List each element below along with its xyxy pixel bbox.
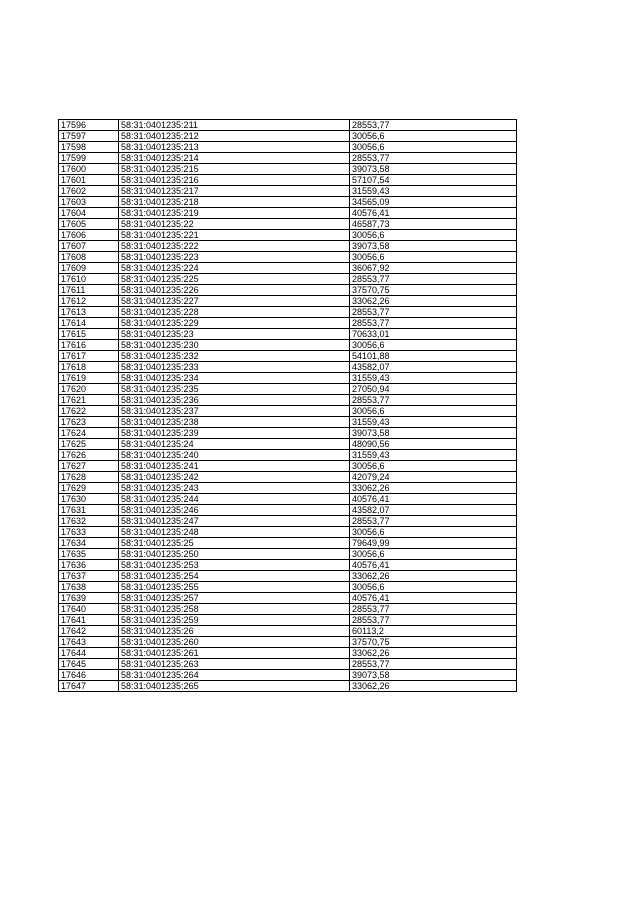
cadastral-number-cell: 58:31:0401235:227 — [119, 296, 350, 307]
table-row — [59, 384, 517, 395]
value-cell: 36067,92 — [350, 263, 517, 274]
value-cell: 31559,43 — [350, 186, 517, 197]
table-row — [59, 296, 517, 307]
row-number-cell: 17632 — [59, 516, 119, 527]
row-number-cell: 17622 — [59, 406, 119, 417]
table-row — [59, 648, 517, 659]
value-cell: 46587,73 — [350, 219, 517, 230]
cadastral-number-cell: 58:31:0401235:264 — [119, 670, 350, 681]
row-number-cell: 17641 — [59, 615, 119, 626]
row-number-cell: 17637 — [59, 571, 119, 582]
cadastral-number-cell: 58:31:0401235:226 — [119, 285, 350, 296]
row-number-cell: 17638 — [59, 582, 119, 593]
table-row — [59, 626, 517, 637]
row-number-cell: 17598 — [59, 142, 119, 153]
table-row — [59, 670, 517, 681]
value-cell: 33062,26 — [350, 296, 517, 307]
table-row — [59, 483, 517, 494]
table-row — [59, 208, 517, 219]
table-row — [59, 340, 517, 351]
row-number-cell: 17646 — [59, 670, 119, 681]
row-number-cell: 17640 — [59, 604, 119, 615]
value-cell: 33062,26 — [350, 681, 517, 692]
cadastral-number-cell: 58:31:0401235:236 — [119, 395, 350, 406]
value-cell: 28553,77 — [350, 120, 517, 131]
row-number-cell: 17601 — [59, 175, 119, 186]
row-number-cell: 17597 — [59, 131, 119, 142]
cadastral-number-cell: 58:31:0401235:219 — [119, 208, 350, 219]
table-row — [59, 252, 517, 263]
value-cell: 43582,07 — [350, 505, 517, 516]
cadastral-number-cell: 58:31:0401235:265 — [119, 681, 350, 692]
value-cell: 28553,77 — [350, 659, 517, 670]
value-cell: 30056,6 — [350, 527, 517, 538]
table-row — [59, 373, 517, 384]
table-row — [59, 120, 517, 131]
row-number-cell: 17619 — [59, 373, 119, 384]
table-row — [59, 505, 517, 516]
value-cell: 30056,6 — [350, 142, 517, 153]
row-number-cell: 17645 — [59, 659, 119, 670]
cadastral-number-cell: 58:31:0401235:225 — [119, 274, 350, 285]
table-row — [59, 153, 517, 164]
table-row — [59, 197, 517, 208]
table-row — [59, 450, 517, 461]
table-row — [59, 274, 517, 285]
value-cell: 28553,77 — [350, 153, 517, 164]
value-cell: 60113,2 — [350, 626, 517, 637]
cadastral-number-cell: 58:31:0401235:242 — [119, 472, 350, 483]
table-row — [59, 307, 517, 318]
row-number-cell: 17599 — [59, 153, 119, 164]
table-row — [59, 285, 517, 296]
cadastral-number-cell: 58:31:0401235:228 — [119, 307, 350, 318]
table-row — [59, 186, 517, 197]
cadastral-number-cell: 58:31:0401235:240 — [119, 450, 350, 461]
value-cell: 40576,41 — [350, 560, 517, 571]
row-number-cell: 17642 — [59, 626, 119, 637]
cadastral-number-cell: 58:31:0401235:254 — [119, 571, 350, 582]
value-cell: 30056,6 — [350, 340, 517, 351]
row-number-cell: 17643 — [59, 637, 119, 648]
value-cell: 28553,77 — [350, 395, 517, 406]
cadastral-number-cell: 58:31:0401235:244 — [119, 494, 350, 505]
cadastral-number-cell: 58:31:0401235:263 — [119, 659, 350, 670]
table-row — [59, 549, 517, 560]
row-number-cell: 17631 — [59, 505, 119, 516]
row-number-cell: 17624 — [59, 428, 119, 439]
table-row — [59, 659, 517, 670]
cadastral-number-cell: 58:31:0401235:248 — [119, 527, 350, 538]
cadastral-number-cell: 58:31:0401235:215 — [119, 164, 350, 175]
table-row — [59, 329, 517, 340]
table-row — [59, 604, 517, 615]
cadastral-number-cell: 58:31:0401235:221 — [119, 230, 350, 241]
row-number-cell: 17596 — [59, 120, 119, 131]
row-number-cell: 17611 — [59, 285, 119, 296]
cadastral-number-cell: 58:31:0401235:253 — [119, 560, 350, 571]
table-row — [59, 428, 517, 439]
row-number-cell: 17635 — [59, 549, 119, 560]
table-row — [59, 318, 517, 329]
cadastral-number-cell: 58:31:0401235:257 — [119, 593, 350, 604]
table-row — [59, 527, 517, 538]
value-cell: 28553,77 — [350, 307, 517, 318]
cadastral-number-cell: 58:31:0401235:259 — [119, 615, 350, 626]
value-cell: 54101,88 — [350, 351, 517, 362]
cadastral-number-cell: 58:31:0401235:216 — [119, 175, 350, 186]
table-row — [59, 362, 517, 373]
cadastral-number-cell: 58:31:0401235:250 — [119, 549, 350, 560]
value-cell: 40576,41 — [350, 208, 517, 219]
value-cell: 33062,26 — [350, 571, 517, 582]
row-number-cell: 17627 — [59, 461, 119, 472]
cadastral-number-cell: 58:31:0401235:218 — [119, 197, 350, 208]
row-number-cell: 17644 — [59, 648, 119, 659]
cadastral-number-cell: 58:31:0401235:22 — [119, 219, 350, 230]
value-cell: 39073,58 — [350, 241, 517, 252]
value-cell: 31559,43 — [350, 373, 517, 384]
row-number-cell: 17625 — [59, 439, 119, 450]
cadastral-number-cell: 58:31:0401235:222 — [119, 241, 350, 252]
row-number-cell: 17633 — [59, 527, 119, 538]
table-body — [59, 120, 517, 692]
cadastral-number-cell: 58:31:0401235:211 — [119, 120, 350, 131]
row-number-cell: 17621 — [59, 395, 119, 406]
cadastral-number-cell: 58:31:0401235:223 — [119, 252, 350, 263]
value-cell: 30056,6 — [350, 582, 517, 593]
cadastral-number-cell: 58:31:0401235:23 — [119, 329, 350, 340]
row-number-cell: 17626 — [59, 450, 119, 461]
table-row — [59, 142, 517, 153]
cadastral-number-cell: 58:31:0401235:229 — [119, 318, 350, 329]
value-cell: 30056,6 — [350, 230, 517, 241]
row-number-cell: 17613 — [59, 307, 119, 318]
cadastral-number-cell: 58:31:0401235:258 — [119, 604, 350, 615]
cadastral-number-cell: 58:31:0401235:261 — [119, 648, 350, 659]
row-number-cell: 17618 — [59, 362, 119, 373]
value-cell: 39073,58 — [350, 670, 517, 681]
table-row — [59, 395, 517, 406]
row-number-cell: 17612 — [59, 296, 119, 307]
cadastral-number-cell: 58:31:0401235:234 — [119, 373, 350, 384]
row-number-cell: 17609 — [59, 263, 119, 274]
table-row — [59, 406, 517, 417]
row-number-cell: 17606 — [59, 230, 119, 241]
value-cell: 39073,58 — [350, 164, 517, 175]
value-cell: 37570,75 — [350, 637, 517, 648]
cadastral-number-cell: 58:31:0401235:232 — [119, 351, 350, 362]
row-number-cell: 17605 — [59, 219, 119, 230]
table-row — [59, 494, 517, 505]
cadastral-number-cell: 58:31:0401235:247 — [119, 516, 350, 527]
value-cell: 30056,6 — [350, 131, 517, 142]
row-number-cell: 17607 — [59, 241, 119, 252]
cadastral-number-cell: 58:31:0401235:237 — [119, 406, 350, 417]
value-cell: 39073,58 — [350, 428, 517, 439]
table-row — [59, 516, 517, 527]
value-cell: 30056,6 — [350, 406, 517, 417]
cadastral-number-cell: 58:31:0401235:239 — [119, 428, 350, 439]
value-cell: 28553,77 — [350, 274, 517, 285]
row-number-cell: 17629 — [59, 483, 119, 494]
value-cell: 40576,41 — [350, 593, 517, 604]
row-number-cell: 17602 — [59, 186, 119, 197]
row-number-cell: 17608 — [59, 252, 119, 263]
cadastral-number-cell: 58:31:0401235:230 — [119, 340, 350, 351]
table-row — [59, 241, 517, 252]
row-number-cell: 17634 — [59, 538, 119, 549]
value-cell: 33062,26 — [350, 648, 517, 659]
table-row — [59, 417, 517, 428]
table-row — [59, 439, 517, 450]
cadastral-number-cell: 58:31:0401235:246 — [119, 505, 350, 516]
row-number-cell: 17610 — [59, 274, 119, 285]
cadastral-number-cell: 58:31:0401235:235 — [119, 384, 350, 395]
cadastral-number-cell: 58:31:0401235:243 — [119, 483, 350, 494]
row-number-cell: 17620 — [59, 384, 119, 395]
table-row — [59, 472, 517, 483]
cadastral-number-cell: 58:31:0401235:255 — [119, 582, 350, 593]
cadastral-number-cell: 58:31:0401235:233 — [119, 362, 350, 373]
cadastral-number-cell: 58:31:0401235:213 — [119, 142, 350, 153]
value-cell: 27050,94 — [350, 384, 517, 395]
table-row — [59, 263, 517, 274]
row-number-cell: 17614 — [59, 318, 119, 329]
table-row — [59, 538, 517, 549]
row-number-cell: 17639 — [59, 593, 119, 604]
table-row — [59, 560, 517, 571]
row-number-cell: 17615 — [59, 329, 119, 340]
table-row — [59, 219, 517, 230]
value-cell: 30056,6 — [350, 252, 517, 263]
cadastral-number-cell: 58:31:0401235:241 — [119, 461, 350, 472]
row-number-cell: 17623 — [59, 417, 119, 428]
cadastral-number-cell: 58:31:0401235:214 — [119, 153, 350, 164]
table-row — [59, 351, 517, 362]
table-row — [59, 637, 517, 648]
table-row — [59, 131, 517, 142]
cadastral-number-cell: 58:31:0401235:212 — [119, 131, 350, 142]
value-cell: 70633,01 — [350, 329, 517, 340]
row-number-cell: 17628 — [59, 472, 119, 483]
table-row — [59, 175, 517, 186]
data-table — [58, 119, 517, 692]
table-row — [59, 164, 517, 175]
table-row — [59, 582, 517, 593]
row-number-cell: 17600 — [59, 164, 119, 175]
row-number-cell: 17616 — [59, 340, 119, 351]
table-row — [59, 230, 517, 241]
table-row — [59, 461, 517, 472]
value-cell: 28553,77 — [350, 615, 517, 626]
table-row — [59, 571, 517, 582]
value-cell: 31559,43 — [350, 417, 517, 428]
value-cell: 37570,75 — [350, 285, 517, 296]
row-number-cell: 17630 — [59, 494, 119, 505]
table-row — [59, 615, 517, 626]
value-cell: 34565,09 — [350, 197, 517, 208]
value-cell: 48090,56 — [350, 439, 517, 450]
cadastral-number-cell: 58:31:0401235:25 — [119, 538, 350, 549]
cadastral-number-cell: 58:31:0401235:217 — [119, 186, 350, 197]
row-number-cell: 17647 — [59, 681, 119, 692]
cadastral-number-cell: 58:31:0401235:26 — [119, 626, 350, 637]
row-number-cell: 17617 — [59, 351, 119, 362]
table-row — [59, 593, 517, 604]
value-cell: 40576,41 — [350, 494, 517, 505]
value-cell: 43582,07 — [350, 362, 517, 373]
cadastral-number-cell: 58:31:0401235:238 — [119, 417, 350, 428]
table-row — [59, 681, 517, 692]
value-cell: 30056,6 — [350, 461, 517, 472]
value-cell: 28553,77 — [350, 516, 517, 527]
value-cell: 28553,77 — [350, 604, 517, 615]
value-cell: 30056,6 — [350, 549, 517, 560]
value-cell: 79649,99 — [350, 538, 517, 549]
value-cell: 57107,54 — [350, 175, 517, 186]
value-cell: 28553,77 — [350, 318, 517, 329]
value-cell: 31559,43 — [350, 450, 517, 461]
value-cell: 42079,24 — [350, 472, 517, 483]
row-number-cell: 17636 — [59, 560, 119, 571]
cadastral-number-cell: 58:31:0401235:224 — [119, 263, 350, 274]
row-number-cell: 17603 — [59, 197, 119, 208]
value-cell: 33062,26 — [350, 483, 517, 494]
cadastral-number-cell: 58:31:0401235:260 — [119, 637, 350, 648]
cadastral-number-cell: 58:31:0401235:24 — [119, 439, 350, 450]
row-number-cell: 17604 — [59, 208, 119, 219]
